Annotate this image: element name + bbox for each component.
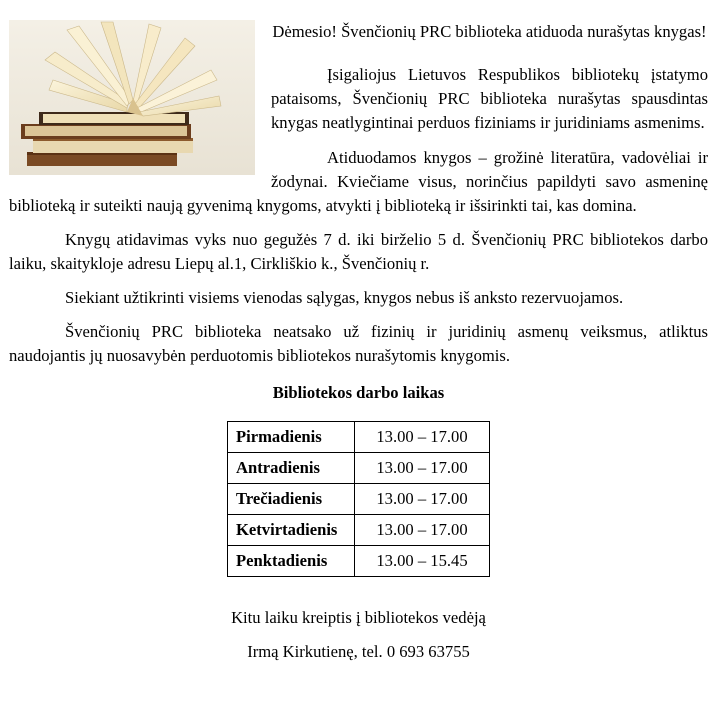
table-row [228, 453, 490, 484]
open-book-stack-photo [9, 20, 255, 175]
table-row [228, 422, 490, 453]
notice-title: Dėmesio! Švenčionių PRC biblioteka atiduoda nurašytas knygas! [272, 22, 707, 41]
hours-cell: 13.00 – 17.00 [355, 453, 490, 484]
hours-cell: 13.00 – 15.45 [355, 546, 490, 577]
contact-footer [9, 606, 708, 664]
notice-page [9, 20, 708, 674]
paragraph-dates-location: Knygų atidavimas vyks nuo gegužės 7 d. iki birželio 5 d. Švenčionių PRC bibliotekos darbo laiku, skaitykloje adresu Liepų al.1, Cirkliškio k., Švenčionių r. [9, 230, 708, 273]
table-row [228, 484, 490, 515]
day-cell: Pirmadienis [228, 422, 355, 453]
paragraph-law-amendment: Įsigaliojus Lietuvos Respublikos bibliotekų įstatymo pataisoms, Švenčionių PRC biblioteka nurašytas spausdintas knygas neatlygintinai perduos fiziniams ir juridiniams asmenims. [271, 65, 708, 132]
hours-cell: 13.00 – 17.00 [355, 422, 490, 453]
day-cell: Penktadienis [228, 546, 355, 577]
schedule-table [227, 421, 490, 577]
hours-cell: 13.00 – 17.00 [355, 515, 490, 546]
table-row [228, 546, 490, 577]
contact-line-2: Irmą Kirkutienę, tel. 0 693 63755 [247, 642, 470, 661]
day-cell: Trečiadienis [228, 484, 355, 515]
paragraph-liability: Švenčionių PRC biblioteka neatsako už fizinių ir juridinių asmenų veiksmus, atliktus naudojantis jų nuosavybėn perduotomis bibliotekos nurašytomis knygomis. [9, 322, 708, 365]
paragraph-books-offered: Atiduodamos knygos – grožinė literatūra, vadovėliai ir žodynai. Kviečiame visus, norinčius papildyti savo asmeninę biblioteką ir suteikti naują gyvenimą knygoms, atvykti į biblioteką ir išsirinkti tai, kas domina. [9, 148, 708, 215]
contact-line-1: Kitu laiku kreiptis į bibliotekos vedėją [231, 608, 486, 627]
table-row [228, 515, 490, 546]
hours-cell: 13.00 – 17.00 [355, 484, 490, 515]
schedule-heading: Bibliotekos darbo laikas [272, 383, 445, 402]
day-cell: Ketvirtadienis [228, 515, 355, 546]
paragraph-no-reservations: Siekiant užtikrinti visiems vienodas sąlygas, knygos nebus iš anksto rezervuojamos. [65, 288, 624, 307]
day-cell: Antradienis [228, 453, 355, 484]
